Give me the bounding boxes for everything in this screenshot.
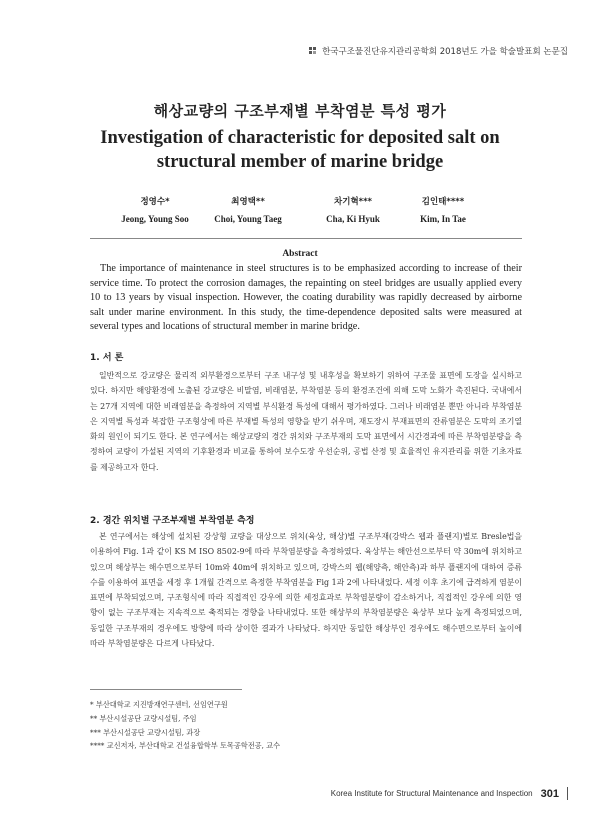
author-name-en: Kim, In Tae xyxy=(420,214,466,224)
author-1 xyxy=(105,195,205,224)
author-name-ko: 김인태**** xyxy=(421,197,465,207)
footnote-4: **** 교신저자, 부산대학교 건설융합학부 토목공학전공, 교수 xyxy=(90,741,281,751)
abstract-heading: Abstract xyxy=(282,249,318,259)
author-name-ko: 최영택** xyxy=(231,197,265,207)
author-2 xyxy=(193,195,303,224)
footnote-divider xyxy=(90,689,242,690)
author-name-ko: 정영수* xyxy=(140,197,170,207)
section-2-body: 본 연구에서는 해상에 설치된 강상형 교량을 대상으로 위치(육상, 해상)별 구조부재(강박스 웹과 플랜지)별로 Bresle법을 이용하여 Fig. 1과 같이 KS M ISO 8502-9에 따라 부착염분량을 측정하였다. 육상부는 해안선으로부터 약 30m에 위치하고 있으며 해상부는 해수면으로부터 10m와 40m에 위치하고 있으며, 강박스의 웹(해양측, 해안측)과 하부 플랜지에 대하여 증류수를 이용하여 표면을 세정 후 1개월 간격으로 측정한 부착염분을 Fig 1과 2에 나타내었다. 세정 이후 초기에 급격하게 염분이 표면에 부착되었으며, 구조형식에 따라 직접적인 강우에 의한 세정효과로 부착염분량이 감소하거나, 직접적인 강우에 의한 영향이 없는 구조부재는 지속적으로 축적되는 경향을 나타내었다. 또한 해상부의 부착염분량은 육상부 보다 높게 측정되었으며, 동일한 구조부재의 경우에도 방향에 따라 상이한 결과가 나타났다. 하지만 동일한 해상부인 경우에도 해수면으로부터 높이에 따라 부착염분량은 다르게 나타났다. xyxy=(90,532,522,649)
footnote-1: * 부산대학교 지진방재연구센터, 선임연구원 xyxy=(90,700,228,709)
page-footer xyxy=(331,787,568,800)
author-name-en: Cha, Ki Hyuk xyxy=(326,214,380,224)
title-korean: 해상교량의 구조부재별 부착염분 특성 평가 xyxy=(153,102,447,120)
abstract-text: The importance of maintenance in steel structures is to be emphasized according to increase of their service time. To protect the corrosion damages, the repainting on steel bridges are usually applied every 10 to 13 years by visual inspection. However, the coating durability was rapidly decreased by airborne salt under marine environment. In this study, the time-dependence deposited salts were measured at several types and locations of structural member in marine bridge. xyxy=(90,263,522,333)
page-number: 301 xyxy=(540,787,559,800)
footnote-3: *** 부산시설공단 교량시설팀, 과장 xyxy=(90,727,201,737)
author-name-ko: 차기혁*** xyxy=(334,197,372,207)
footer-divider xyxy=(567,787,568,800)
section-1-heading: 1. 서 론 xyxy=(90,353,124,363)
author-name-en: Choi, Young Taeg xyxy=(214,214,282,224)
section-1-body: 일반적으로 강교량은 물리적 외부환경으로부터 구조 내구성 및 내후성을 확보하기 위하여 구조물 표면에 도장을 실시하고 있다. 하지만 해양환경에 노출된 강교량은 비말염, 비래염분, 부착염분 등의 환경조건에 의해 도막 노화가 촉진된다. 국내에서는 27개 지역에 대한 비래염분을 측정하여 지역별 부식환경 특성에 대해서 평가하였다. 그러나 비래염분 뿐만 아니라 부착염분은 지역별 특성과 복잡한 구조형상에 따른 부재별 특성의 영향을 받기 쉬우며, 재도장시 부재표면의 잔류염분은 도막의 조기열화의 원인이 되기도 한다. 본 연구에서는 해상교량의 경간 위치와 구조부재의 도막 표면에서 시간경과에 따른 부착염분량을 측정하여 교량이 가설된 지역의 기후환경과 비교를 통하여 보수도장 우선순위, 공법 산정 및 효율적인 유지관리를 위한 기초자료를 제공하고자 한다. xyxy=(90,371,522,472)
footnotes xyxy=(90,698,280,753)
footnote-2: ** 부산시설공단 교량시설팀, 주임 xyxy=(90,713,197,723)
running-header xyxy=(309,45,568,57)
section-2-heading: 2. 경간 위치별 구조부재별 부착염분 측정 xyxy=(90,516,255,526)
footer-institute: Korea Institute for Structural Maintenance and Inspection xyxy=(330,789,533,798)
author-4 xyxy=(388,195,498,224)
author-name-en: Jeong, Young Soo xyxy=(121,214,189,224)
divider-line xyxy=(90,238,522,239)
title-english: Investigation of characteristic for deposited salt on structural member of marine bridge xyxy=(100,128,500,172)
journal-icon xyxy=(309,47,318,56)
header-text: 한국구조물진단유지관리공학회 2018년도 가을 학술발표회 논문집 xyxy=(322,47,568,57)
